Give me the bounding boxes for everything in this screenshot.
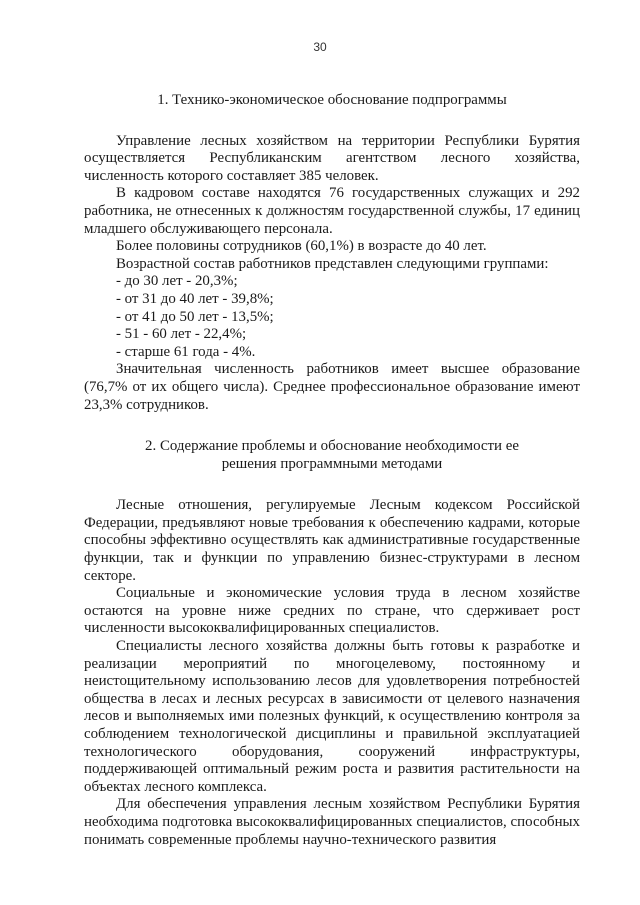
paragraph-age-under-40: Более половины сотрудников (60,1%) в возрасте до 40 лет. (116, 238, 487, 255)
paragraph-agency: Управление лесных хозяйством на территории Республики Бурятия осуществляется Республиканским агентством лесного хозяйства, численность которого составляет 385 человек. (84, 132, 580, 184)
age-group-item: - от 31 до 40 лет - 39,8%; (116, 290, 274, 307)
paragraph-age-groups-intro: Возрастной состав работников представлен следующими группами: (116, 255, 549, 272)
section-2-heading-line-2: решения программными методами (221, 455, 443, 472)
age-group-item: - до 30 лет - 20,3%; (116, 273, 238, 290)
page-number: 30 (313, 40, 327, 54)
document-body (84, 92, 580, 849)
age-group-item: - от 41 до 50 лет - 13,5%; (116, 308, 274, 325)
paragraph-work-conditions: Социальные и экономические условия труда в лесном хозяйстве остаются на уровне ниже средних по стране, что сдерживает рост численности высококвалифицированных специалистов. (84, 585, 580, 637)
paragraph-education: Значительная численность работников имеет высшее образование (76,7% от их общего числа). Среднее профессиональное образование имеют 23,3% сотрудников. (84, 361, 580, 413)
section-2-heading-line-1: 2. Содержание проблемы и обоснование необходимости ее (145, 438, 519, 455)
age-group-item: - 51 - 60 лет - 22,4%; (116, 326, 247, 343)
paragraph-specialists: Специалисты лесного хозяйства должны быть готовы к разработке и реализации мероприятий по многоцелевому, постоянному и неистощительному использованию лесов для удовлетворения потребностей общества в лесах и лесных ресурсах в зависимости от целевого назначения лесов и выполняемых ими полезных функций, к осуществлению контроля за соблюдением технологической дисциплины и правильной эксплуатацией технологического оборудования, сооружений инфраструктуры, поддерживающей оптимальный режим роста и развития растительности на объектах лесного комплекса. (84, 638, 580, 795)
section-1-heading: 1. Технико-экономическое обоснование подпрограммы (157, 92, 507, 108)
paragraph-staff: В кадровом составе находятся 76 государственных служащих и 292 работника, не отнесенных к должностям государственной службы, 17 единиц младшего обслуживающего персонала. (84, 185, 580, 237)
age-group-item: - старше 61 года - 4%. (116, 343, 256, 360)
paragraph-training: Для обеспечения управления лесным хозяйством Республики Бурятия необходима подготовка высококвалифицированных специалистов, способных понимать современные проблемы научно-технического развития (84, 796, 580, 848)
paragraph-forest-code: Лесные отношения, регулируемые Лесным кодексом Российской Федерации, предъявляют новые требования к обеспечению кадрами, которые способны эффективно осуществлять как административные государственные функции, так и функции по управлению бизнес-структурами в лесном секторе. (84, 497, 580, 584)
